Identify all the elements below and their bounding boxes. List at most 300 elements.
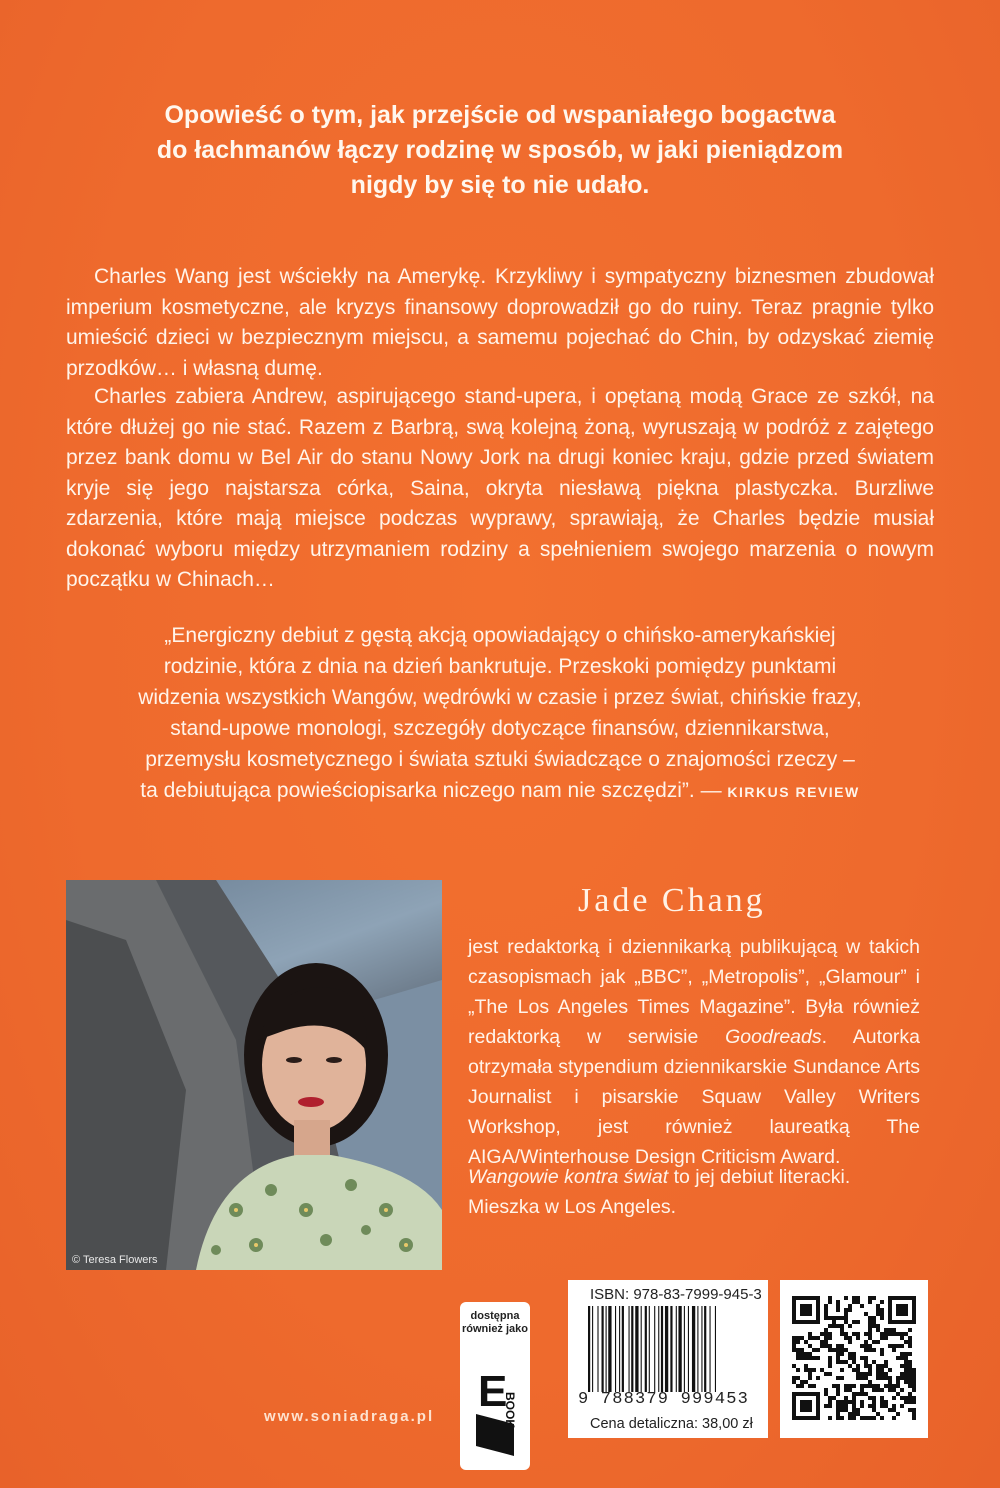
qr-finder-module — [904, 1304, 908, 1308]
qr-finder-module — [792, 1404, 796, 1408]
qr-module — [824, 1344, 828, 1348]
barcode-bars — [588, 1306, 750, 1392]
qr-module — [904, 1332, 908, 1336]
qr-module — [824, 1404, 828, 1408]
author-bio-goodreads: Goodreads — [725, 1026, 822, 1048]
qr-module — [904, 1340, 908, 1344]
qr-module — [812, 1384, 816, 1388]
qr-module — [832, 1396, 836, 1400]
barcode-bar-21 — [678, 1306, 681, 1392]
qr-finder-module — [804, 1312, 808, 1316]
qr-module — [908, 1384, 912, 1388]
qr-module — [796, 1376, 800, 1380]
qr-module — [828, 1344, 832, 1348]
ebook-icon — [476, 1362, 517, 1456]
qr-module — [848, 1304, 852, 1308]
qr-module — [848, 1416, 852, 1420]
qr-finder-module — [900, 1312, 904, 1316]
qr-finder-module — [896, 1304, 900, 1308]
qr-module — [808, 1332, 812, 1336]
qr-module — [828, 1364, 832, 1368]
qr-module — [844, 1308, 848, 1312]
qr-module — [836, 1412, 840, 1416]
qr-finder-module — [816, 1300, 820, 1304]
qr-module — [832, 1384, 836, 1388]
qr-finder-module — [912, 1308, 916, 1312]
qr-module — [880, 1316, 884, 1320]
qr-module — [860, 1416, 864, 1420]
qr-module — [852, 1296, 856, 1300]
qr-module — [820, 1344, 824, 1348]
qr-module — [872, 1360, 876, 1364]
qr-module — [860, 1356, 864, 1360]
qr-finder-module — [796, 1320, 800, 1324]
barcode-bar-27 — [704, 1306, 706, 1392]
qr-module — [912, 1416, 916, 1420]
qr-finder-module — [804, 1392, 808, 1396]
qr-module — [800, 1348, 804, 1352]
qr-module — [820, 1332, 824, 1336]
ebook-badge — [460, 1302, 530, 1470]
qr-finder-module — [800, 1312, 804, 1316]
qr-module — [908, 1372, 912, 1376]
qr-module — [796, 1356, 800, 1360]
qr-module — [868, 1320, 872, 1324]
qr-module — [820, 1368, 824, 1372]
qr-module — [884, 1332, 888, 1336]
qr-module — [852, 1368, 856, 1372]
qr-module — [868, 1380, 872, 1384]
qr-module — [828, 1332, 832, 1336]
qr-module — [808, 1352, 812, 1356]
review-line-6 — [86, 775, 914, 808]
headline-line-1: Opowieść o tym, jak przejście od wspaniałego bogactwa — [164, 101, 836, 129]
qr-module — [860, 1344, 864, 1348]
qr-finder-module — [800, 1408, 804, 1412]
qr-module — [864, 1364, 868, 1368]
qr-module — [832, 1320, 836, 1324]
barcode-bar-8 — [622, 1306, 624, 1392]
qr-module — [900, 1344, 904, 1348]
qr-module — [912, 1396, 916, 1400]
qr-finder-module — [792, 1308, 796, 1312]
qr-finder-module — [792, 1320, 796, 1324]
qr-module — [836, 1344, 840, 1348]
qr-module — [840, 1344, 844, 1348]
qr-module — [896, 1344, 900, 1348]
qr-finder-module — [888, 1320, 892, 1324]
qr-module — [840, 1328, 844, 1332]
qr-finder-module — [792, 1396, 796, 1400]
qr-module — [856, 1336, 860, 1340]
barcode-bar-29 — [715, 1306, 716, 1392]
qr-module — [832, 1348, 836, 1352]
qr-module — [892, 1328, 896, 1332]
qr-module — [872, 1384, 876, 1388]
qr-module — [864, 1312, 868, 1316]
qr-module — [840, 1316, 844, 1320]
qr-module — [844, 1348, 848, 1352]
qr-finder-module — [812, 1392, 816, 1396]
qr-finder-module — [796, 1416, 800, 1420]
headline — [110, 98, 890, 203]
qr-module — [840, 1368, 844, 1372]
qr-finder-module — [892, 1296, 896, 1300]
qr-module — [896, 1384, 900, 1388]
qr-finder-module — [800, 1320, 804, 1324]
qr-finder-module — [808, 1320, 812, 1324]
qr-module — [892, 1408, 896, 1412]
qr-module — [904, 1356, 908, 1360]
qr-module — [896, 1392, 900, 1396]
barcode-bar-6 — [615, 1306, 616, 1392]
qr-finder-module — [816, 1392, 820, 1396]
qr-module — [836, 1388, 840, 1392]
qr-module — [852, 1352, 856, 1356]
qr-module — [848, 1336, 852, 1340]
qr-module — [852, 1392, 856, 1396]
qr-module — [816, 1348, 820, 1352]
qr-module — [880, 1308, 884, 1312]
qr-module — [844, 1388, 848, 1392]
qr-finder-module — [812, 1296, 816, 1300]
qr-module — [872, 1324, 876, 1328]
qr-module — [836, 1416, 840, 1420]
qr-module — [892, 1384, 896, 1388]
qr-module — [864, 1384, 868, 1388]
qr-finder-module — [796, 1392, 800, 1396]
qr-module — [908, 1396, 912, 1400]
review-line-2: rodzinie, która z dnia na dzień bankrutuje. Przeskoki pomiędzy punktami — [163, 655, 837, 678]
qr-finder-module — [792, 1296, 796, 1300]
qr-module — [908, 1344, 912, 1348]
qr-module — [840, 1348, 844, 1352]
qr-module — [840, 1376, 844, 1380]
qr-module — [864, 1372, 868, 1376]
qr-module — [884, 1328, 888, 1332]
qr-finder-module — [900, 1320, 904, 1324]
barcode-bar-10 — [631, 1306, 633, 1392]
qr-module — [804, 1364, 808, 1368]
qr-finder-module — [896, 1320, 900, 1324]
barcode-bar-26 — [701, 1306, 702, 1392]
barcode-bar-4 — [606, 1306, 607, 1392]
qr-module — [908, 1340, 912, 1344]
headline-line-2: do łachmanów łączy rodzinę w sposób, w jaki pieniądzom — [156, 136, 844, 164]
qr-module — [844, 1400, 848, 1404]
qr-module — [872, 1348, 876, 1352]
qr-finder-module — [900, 1308, 904, 1312]
qr-module — [912, 1376, 916, 1380]
qr-finder-module — [792, 1400, 796, 1404]
qr-module — [792, 1364, 796, 1368]
qr-module — [804, 1356, 808, 1360]
qr-module — [908, 1380, 912, 1384]
qr-module — [892, 1332, 896, 1336]
ebook-badge-text — [460, 1302, 530, 1336]
qr-module — [856, 1332, 860, 1336]
qr-module — [792, 1348, 796, 1352]
qr-module — [880, 1352, 884, 1356]
qr-finder-module — [808, 1312, 812, 1316]
barcode-bar-2 — [597, 1306, 598, 1392]
qr-module — [844, 1332, 848, 1336]
qr-finder-module — [888, 1308, 892, 1312]
author-debut — [468, 1162, 920, 1222]
qr-module — [836, 1304, 840, 1308]
qr-module — [812, 1368, 816, 1372]
qr-module — [828, 1396, 832, 1400]
qr-module — [836, 1384, 840, 1388]
qr-finder-module — [888, 1316, 892, 1320]
qr-module — [912, 1372, 916, 1376]
qr-module — [876, 1324, 880, 1328]
qr-module — [836, 1300, 840, 1304]
qr-module — [876, 1312, 880, 1316]
barcode-bar-3 — [602, 1306, 604, 1392]
qr-module — [876, 1372, 880, 1376]
qr-module — [840, 1352, 844, 1356]
qr-module — [856, 1408, 860, 1412]
qr-module — [872, 1296, 876, 1300]
qr-module — [872, 1408, 876, 1412]
qr-finder-module — [912, 1316, 916, 1320]
qr-module — [868, 1328, 872, 1332]
qr-module — [900, 1364, 904, 1368]
qr-module — [876, 1376, 880, 1380]
barcode-bar-7 — [619, 1306, 620, 1392]
qr-module — [836, 1352, 840, 1356]
qr-module — [864, 1392, 868, 1396]
qr-module — [852, 1408, 856, 1412]
description-paragraph-1: Charles Wang jest wściekły na Amerykę. Krzykliwy i sympatyczny biznesmen zbudował imperium kosmetyczne, ale kryzys finansowy doprowadził go do ruiny. Teraz pragnie tylko umieścić dzieci w bezpiecznym miejscu, a samemu pojechać do Chin, by odzyskać ziemię przodków… i własną dumę. — [66, 265, 934, 380]
qr-module — [852, 1412, 856, 1416]
review-quote — [86, 620, 914, 808]
qr-module — [796, 1348, 800, 1352]
qr-finder-module — [792, 1408, 796, 1412]
qr-finder-module — [800, 1400, 804, 1404]
qr-finder-module — [792, 1304, 796, 1308]
qr-module — [864, 1340, 868, 1344]
qr-module — [848, 1352, 852, 1356]
qr-module — [912, 1408, 916, 1412]
barcode-bar-9 — [629, 1306, 630, 1392]
qr-module — [840, 1416, 844, 1420]
qr-module — [824, 1316, 828, 1320]
qr-module — [868, 1344, 872, 1348]
qr-finder-module — [816, 1312, 820, 1316]
qr-module — [904, 1400, 908, 1404]
barcode-bar-25 — [697, 1306, 698, 1392]
qr-code-box — [780, 1280, 928, 1438]
qr-module — [888, 1332, 892, 1336]
ebook-badge-line-2: również jako — [461, 1323, 529, 1335]
qr-module — [908, 1400, 912, 1404]
qr-finder-module — [808, 1296, 812, 1300]
qr-module — [884, 1376, 888, 1380]
barcode-bar-20 — [676, 1306, 677, 1392]
qr-finder-module — [816, 1416, 820, 1420]
qr-module — [844, 1408, 848, 1412]
qr-module — [908, 1352, 912, 1356]
qr-module — [836, 1348, 840, 1352]
qr-module — [852, 1360, 856, 1364]
qr-module — [876, 1368, 880, 1372]
barcode-bar-22 — [684, 1306, 685, 1392]
qr-module — [892, 1404, 896, 1408]
qr-module — [888, 1388, 892, 1392]
qr-finder-module — [808, 1416, 812, 1420]
qr-finder-module — [808, 1392, 812, 1396]
qr-module — [796, 1384, 800, 1388]
qr-module — [852, 1332, 856, 1336]
qr-module — [824, 1340, 828, 1344]
review-line-5: przemysłu kosmetycznego i świata sztuki świadczące o znajomości rzeczy – — [145, 748, 855, 771]
qr-finder-module — [808, 1404, 812, 1408]
qr-module — [860, 1376, 864, 1380]
barcode-bar-13 — [645, 1306, 647, 1392]
qr-module — [796, 1336, 800, 1340]
qr-module — [824, 1388, 828, 1392]
qr-module — [808, 1372, 812, 1376]
qr-module — [904, 1380, 908, 1384]
qr-module — [844, 1360, 848, 1364]
qr-finder-module — [904, 1308, 908, 1312]
qr-module — [868, 1316, 872, 1320]
qr-module — [892, 1416, 896, 1420]
qr-module — [868, 1416, 872, 1420]
qr-module — [872, 1396, 876, 1400]
author-photo — [66, 880, 442, 1270]
qr-module — [828, 1324, 832, 1328]
qr-module — [848, 1384, 852, 1388]
qr-module — [876, 1412, 880, 1416]
qr-finder-module — [904, 1296, 908, 1300]
photo-credit: © Teresa Flowers — [72, 1254, 158, 1266]
qr-module — [904, 1396, 908, 1400]
qr-module — [828, 1316, 832, 1320]
qr-module — [880, 1396, 884, 1400]
qr-module — [832, 1316, 836, 1320]
qr-module — [824, 1328, 828, 1332]
qr-module — [876, 1384, 880, 1388]
author-bio — [468, 932, 920, 1172]
qr-module — [868, 1336, 872, 1340]
debut-title: Wangowie kontra świat — [468, 1166, 669, 1188]
qr-module — [888, 1344, 892, 1348]
qr-module — [848, 1364, 852, 1368]
qr-finder-module — [808, 1408, 812, 1412]
barcode-bar-12 — [641, 1306, 642, 1392]
qr-finder-module — [816, 1316, 820, 1320]
qr-module — [900, 1376, 904, 1380]
qr-finder-module — [816, 1412, 820, 1416]
qr-finder-module — [908, 1320, 912, 1324]
qr-module — [884, 1384, 888, 1388]
review-line-1: „Energiczny debiut z gęstą akcją opowiadający o chińsko-amerykańskiej — [164, 624, 836, 647]
qr-module — [868, 1404, 872, 1408]
qr-module — [848, 1340, 852, 1344]
qr-module — [868, 1364, 872, 1368]
qr-module — [828, 1356, 832, 1360]
qr-module — [860, 1384, 864, 1388]
qr-module — [840, 1360, 844, 1364]
qr-module — [876, 1340, 880, 1344]
qr-finder-module — [912, 1320, 916, 1324]
qr-module — [892, 1348, 896, 1352]
barcode-bar-16 — [658, 1306, 659, 1392]
qr-module — [860, 1304, 864, 1308]
qr-module — [908, 1408, 912, 1412]
qr-finder-module — [816, 1408, 820, 1412]
qr-module — [888, 1376, 892, 1380]
qr-module — [856, 1300, 860, 1304]
qr-module — [872, 1388, 876, 1392]
qr-module — [800, 1356, 804, 1360]
qr-module — [900, 1388, 904, 1392]
qr-module — [868, 1368, 872, 1372]
barcode-bar-11 — [635, 1306, 638, 1392]
qr-module — [872, 1404, 876, 1408]
qr-module — [888, 1384, 892, 1388]
qr-module — [852, 1396, 856, 1400]
qr-finder-module — [804, 1408, 808, 1412]
qr-finder-module — [816, 1320, 820, 1324]
qr-module — [880, 1368, 884, 1372]
qr-module — [908, 1392, 912, 1396]
qr-module — [828, 1336, 832, 1340]
qr-module — [892, 1396, 896, 1400]
ebook-badge-line-1: dostępna — [470, 1310, 520, 1322]
qr-module — [880, 1300, 884, 1304]
qr-module — [852, 1384, 856, 1388]
qr-module — [844, 1316, 848, 1320]
qr-module — [836, 1376, 840, 1380]
qr-module — [884, 1400, 888, 1404]
qr-finder-module — [888, 1312, 892, 1316]
barcode-bar-18 — [665, 1306, 668, 1392]
qr-module — [904, 1364, 908, 1368]
qr-finder-module — [816, 1304, 820, 1308]
qr-finder-module — [796, 1296, 800, 1300]
qr-module — [884, 1336, 888, 1340]
qr-module — [912, 1388, 916, 1392]
qr-finder-module — [800, 1304, 804, 1308]
qr-module — [836, 1404, 840, 1408]
qr-finder-module — [816, 1404, 820, 1408]
qr-finder-module — [812, 1416, 816, 1420]
qr-module — [824, 1372, 828, 1376]
qr-finder-module — [792, 1316, 796, 1320]
qr-module — [804, 1352, 808, 1356]
qr-module — [824, 1312, 828, 1316]
qr-module — [824, 1308, 828, 1312]
qr-module — [864, 1360, 868, 1364]
qr-module — [844, 1396, 848, 1400]
qr-module — [880, 1404, 884, 1408]
qr-module — [908, 1368, 912, 1372]
qr-finder-module — [792, 1300, 796, 1304]
qr-module — [840, 1408, 844, 1412]
barcode-bar-15 — [654, 1306, 655, 1392]
qr-module — [828, 1416, 832, 1420]
qr-module — [860, 1400, 864, 1404]
qr-code — [792, 1296, 916, 1420]
qr-module — [804, 1340, 808, 1344]
qr-module — [804, 1380, 808, 1384]
qr-module — [904, 1352, 908, 1356]
barcode-bar-1 — [592, 1306, 593, 1392]
